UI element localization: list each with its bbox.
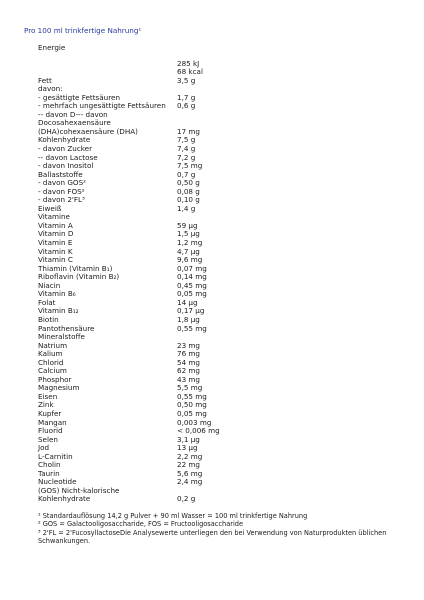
nutrient-value: 1,5 µg xyxy=(177,229,200,239)
table-row xyxy=(38,401,398,410)
nutrient-value: 0,003 mg xyxy=(177,417,212,427)
footnote-1: ¹ Standardauflösung 14,2 g Pulver + 90 ml Wasser = 100 ml trinkfertige Nahrung xyxy=(38,512,308,520)
nutrient-value: 0,45 mg xyxy=(177,280,207,290)
table-row xyxy=(38,188,398,197)
nutrient-label: Energie xyxy=(38,43,66,52)
nutrient-label: Fluorid xyxy=(38,426,63,436)
nutrient-label: Folat xyxy=(38,297,56,307)
table-row xyxy=(38,487,398,496)
nutrient-value: 68 kcal xyxy=(177,67,203,77)
nutrient-label: Thiamin (Vitamin B₁) xyxy=(38,263,113,273)
table-row xyxy=(38,376,398,385)
nutrient-label: Biotin xyxy=(38,314,59,324)
nutrient-label: Fett xyxy=(38,75,52,85)
table-row xyxy=(38,44,398,53)
nutrient-label: - gesättigte Fettsäuren xyxy=(38,92,121,102)
nutrient-label: davon: xyxy=(38,84,63,94)
table-row xyxy=(38,342,398,351)
page-title: Pro 100 ml trinkfertige Nahrung¹ xyxy=(24,26,142,35)
nutrient-label: Kalium xyxy=(38,349,63,359)
nutrient-value: 0,14 mg xyxy=(177,272,207,282)
nutrient-value: 22 mg xyxy=(177,460,200,470)
nutrient-value: 2,4 mg xyxy=(177,477,203,487)
nutrient-value: 0,05 mg xyxy=(177,408,207,418)
nutrient-label: Zink xyxy=(38,400,54,410)
nutrient-value: 0,50 g xyxy=(177,178,200,188)
table-row xyxy=(38,436,398,445)
nutrient-value: 13 µg xyxy=(177,443,198,453)
nutrient-label: - davon Inositol xyxy=(38,161,94,171)
nutrient-value: 5,6 mg xyxy=(177,468,203,478)
nutrition-table xyxy=(38,44,398,504)
table-row xyxy=(38,444,398,453)
nutrient-label: Magnesium xyxy=(38,383,80,393)
footnote-3: ³ 2'FL = 2'FucosyllactoseDie Analysewerte unterliegen den bei Verwendung von Naturprodukten üblichen Schwankungen. xyxy=(38,528,387,545)
table-row xyxy=(38,461,398,470)
nutrient-label: - davon Zucker xyxy=(38,144,93,154)
table-row xyxy=(38,359,398,368)
nutrient-label: Taurin xyxy=(38,468,60,478)
nutrient-label: L-Carnitin xyxy=(38,451,73,461)
table-row xyxy=(38,470,398,479)
table-row xyxy=(38,213,398,222)
table-row xyxy=(38,53,398,60)
table-row xyxy=(38,393,398,402)
nutrient-value: 0,2 g xyxy=(177,494,196,504)
nutrient-label: Riboflavin (Vitamin B₂) xyxy=(38,272,120,282)
nutrient-value: 7,5 mg xyxy=(177,161,203,171)
table-row xyxy=(38,367,398,376)
nutrient-value: 3,5 g xyxy=(177,75,196,85)
table-row xyxy=(38,60,398,69)
nutrient-label: Phosphor xyxy=(38,374,72,384)
nutrient-label: Vitamin A xyxy=(38,220,73,230)
nutrient-label: Pantothensäure xyxy=(38,323,95,333)
footnotes xyxy=(38,512,398,545)
nutrient-value: 54 mg xyxy=(177,357,200,367)
nutrient-value: 0,55 mg xyxy=(177,391,207,401)
table-row xyxy=(38,384,398,393)
nutrient-label: Chlorid xyxy=(38,357,64,367)
nutrient-label: Vitamin B₁₂ xyxy=(38,306,79,316)
nutrient-label: - davon GOS² xyxy=(38,178,87,188)
table-row xyxy=(38,239,398,248)
nutrient-label: Nucleotide xyxy=(38,477,77,487)
nutrient-value: 5,5 mg xyxy=(177,383,203,393)
nutrient-value: 3,1 µg xyxy=(177,434,200,444)
nutrient-value: 0,6 g xyxy=(177,101,196,111)
nutrient-label: Eisen xyxy=(38,391,58,401)
nutrient-value: 1,7 g xyxy=(177,92,196,102)
nutrient-value: 4,7 µg xyxy=(177,246,200,256)
nutrient-label: Docosahexaensäure xyxy=(38,118,111,128)
nutrient-value: 0,10 g xyxy=(177,195,200,205)
table-row xyxy=(38,179,398,188)
nutrient-label: Ballaststoffe xyxy=(38,169,83,179)
nutrient-value: 7,2 g xyxy=(177,152,196,162)
nutrient-label: Kohlenhydrate xyxy=(38,494,91,504)
table-row xyxy=(38,273,398,282)
table-row xyxy=(38,325,398,334)
nutrient-label: Cholin xyxy=(38,460,61,470)
nutrient-value: 7,4 g xyxy=(177,144,196,154)
nutrient-value: 76 mg xyxy=(177,349,200,359)
nutrient-label: (DHA)cohexaensäure (DHA) xyxy=(38,126,138,136)
nutrient-label: Vitamin C xyxy=(38,255,73,265)
nutrient-label: Calcium xyxy=(38,366,67,376)
table-row xyxy=(38,299,398,308)
nutrient-label: Mangan xyxy=(38,417,67,427)
nutrient-value: 0,07 mg xyxy=(177,263,207,273)
nutrient-label: Natrium xyxy=(38,340,68,350)
table-row xyxy=(38,222,398,231)
nutrient-label: Kupfer xyxy=(38,408,62,418)
table-row xyxy=(38,282,398,291)
nutrient-label: Mineralstoffe xyxy=(38,332,85,342)
nutrient-value: 1,8 µg xyxy=(177,314,200,324)
nutrient-value: 9,6 mg xyxy=(177,255,203,265)
table-row xyxy=(38,77,398,86)
nutrient-value: 1,4 g xyxy=(177,203,196,213)
table-row xyxy=(38,453,398,462)
nutrient-value: 17 mg xyxy=(177,126,200,136)
nutrient-value: 62 mg xyxy=(177,366,200,376)
nutrient-value: 0,50 mg xyxy=(177,400,207,410)
nutrient-value: 7,5 g xyxy=(177,135,196,145)
table-row xyxy=(38,333,398,342)
nutrient-value: < 0,006 mg xyxy=(177,426,220,436)
table-row xyxy=(38,230,398,239)
nutrient-label: Vitamin D xyxy=(38,229,74,239)
table-row xyxy=(38,196,398,205)
nutrient-value: 0,55 mg xyxy=(177,323,207,333)
table-row xyxy=(38,427,398,436)
nutrient-value: 0,05 mg xyxy=(177,289,207,299)
nutrient-value: 2,2 mg xyxy=(177,451,203,461)
nutrient-label: Kohlenhydrate xyxy=(38,135,91,145)
table-row xyxy=(38,290,398,299)
nutrient-value: 1,2 mg xyxy=(177,238,203,248)
table-row xyxy=(38,128,398,137)
footnote-2: ² GOS = Galactooligosaccharide, FOS = Fructooligosaccharide xyxy=(38,520,244,529)
nutrient-value: 0,17 µg xyxy=(177,306,205,316)
nutrient-label: Vitamine xyxy=(38,212,70,222)
nutrient-value: 14 µg xyxy=(177,297,198,307)
nutrient-label: Eiweiß xyxy=(38,203,62,213)
table-row xyxy=(38,68,398,77)
nutrient-label: Jod xyxy=(38,443,50,453)
table-row xyxy=(38,248,398,257)
table-row xyxy=(38,410,398,419)
table-row xyxy=(38,171,398,180)
nutrient-value: 23 mg xyxy=(177,340,200,350)
nutrient-label: (GOS) Nicht-kalorische xyxy=(38,485,120,495)
nutrient-label: - davon 2'FL³ xyxy=(38,195,85,205)
table-row xyxy=(38,162,398,171)
table-row xyxy=(38,136,398,145)
nutrient-label: Vitamin E xyxy=(38,238,73,248)
nutrient-label: - mehrfach ungesättigte Fettsäuren xyxy=(38,101,166,111)
table-row xyxy=(38,307,398,316)
nutrient-label: -- davon D--- davon xyxy=(38,109,108,119)
nutrient-label: Vitamin K xyxy=(38,246,73,256)
nutrient-value: 59 µg xyxy=(177,220,198,230)
table-row xyxy=(38,495,398,504)
nutrient-label: Niacin xyxy=(38,280,61,290)
table-row xyxy=(38,205,398,214)
nutrient-label: - davon FOS² xyxy=(38,186,85,196)
nutrient-label: -- davon Lactose xyxy=(38,152,98,162)
nutrient-label: Vitamin B₆ xyxy=(38,289,76,299)
nutrient-value: 0,7 g xyxy=(177,169,196,179)
table-row xyxy=(38,350,398,359)
nutrient-value: 43 mg xyxy=(177,374,200,384)
nutrient-value: 0,08 g xyxy=(177,186,200,196)
nutrient-value: 285 kJ xyxy=(177,58,200,68)
nutrient-label: Selen xyxy=(38,434,58,444)
